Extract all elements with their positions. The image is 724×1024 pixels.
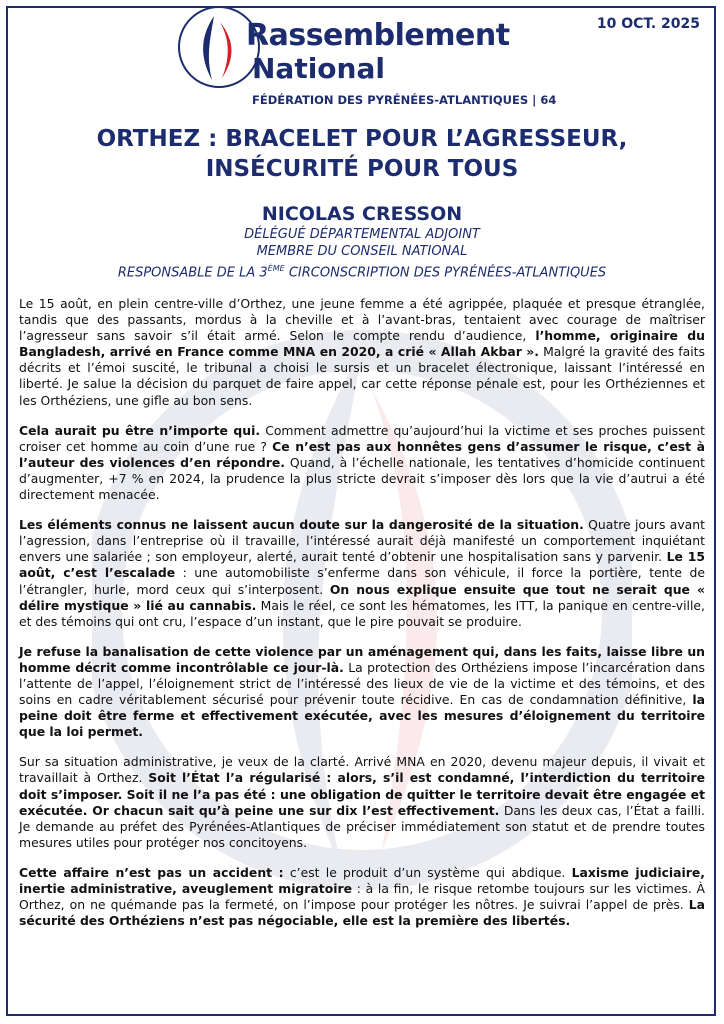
emphasis-text: la peine doit être ferme et effectivement exécutée, avec les mesures d’éloignement du territoire que la loi permet. <box>19 692 705 740</box>
paragraph-text: Malgré la gravité des faits décrits et l’émoi suscité, le tribunal a choisi le sursis et un bracelet électronique, laissant l’intéressé en liberté. Je salue la décision du parquet de faire appel, car cette réponse pénale est, pour les Orthéziennes et les Orthéziens, une gifle au bon sens. <box>19 344 705 408</box>
paragraph-text: Mais le réel, ce sont les hématomes, les ITT, la panique en centre-ville, et des témoins qui ont cru, l’espace d’un instant, que le pire pouvait se produire. <box>19 597 705 629</box>
brand-name-line2: National <box>252 52 385 85</box>
emphasis-text: Laxisme judiciaire, inertie administrative, aveuglement migratoire <box>19 864 706 896</box>
title-line2: INSÉCURITÉ POUR TOUS <box>205 156 519 182</box>
author-role-3-pre: RESPONSABLE DE LA 3 <box>117 265 268 281</box>
brand-name-line1: Rassemblement <box>246 18 510 53</box>
author-role-2: MEMBRE DU CONSEIL NATIONAL <box>256 244 468 259</box>
emphasis-text: Cette affaire n’est pas un accident : <box>19 864 284 880</box>
author-role-1: DÉLÉGUÉ DÉPARTEMENTAL ADJOINT <box>244 227 480 242</box>
page-title <box>0 124 724 184</box>
emphasis-text: Ce n’est pas aux honnêtes gens d’assumer le risque, c’est à l’auteur des violences d’en répondre. <box>19 438 705 470</box>
paragraph-text: Dans les deux cas, l’État a failli. Je demande au préfet des Pyrénées-Atlantiques de préciser immédiatement son statut et de prendre toutes mesures utiles pour protéger nos concitoyens. <box>19 802 705 850</box>
emphasis-text: Cela aurait pu être n’importe qui. <box>19 422 261 438</box>
publication-date: 10 OCT. 2025 <box>596 16 700 32</box>
emphasis-text: l’homme, originaire du Bangladesh, arrivé en France comme MNA en 2020, a crié « Allah Akbar ». <box>19 328 705 360</box>
emphasis-text: La sécurité des Orthéziens n’est pas négociable, elle est la première des libertés. <box>19 897 705 929</box>
author-role-3-sup: ÈME <box>267 264 285 273</box>
title-line1: ORTHEZ : BRACELET POUR L’AGRESSEUR, <box>96 126 628 152</box>
article-paragraph <box>19 644 705 741</box>
paragraph-text: Comment admettre qu’aujourd’hui la victime et ses proches puissent croiser cet homme au coin d’une rue ? <box>19 422 706 454</box>
article-paragraph <box>19 296 705 409</box>
paragraph-text: Quatre jours avant l’agression, dans l’entreprise où il travaille, l’intéressé aurait déjà manifesté un comportement inquiétant envers une salariée ; son employeur, alerté, aurait tenté d’obtenir une hospitalisation sans y parvenir. <box>19 517 705 565</box>
author-role-3-post: CIRCONSCRIPTION DES PYRÉNÉES-ATLANTIQUES <box>284 265 607 281</box>
paragraph-text: : à la fin, le risque retombe toujours sur les victimes. À Orthez, on ne quémande pas la fermeté, on l’impose pour protéger les nôtres. Je suivrai l’appel de près. <box>19 881 705 913</box>
paragraph-text: : une automobiliste s’enferme dans son véhicule, il force la portière, tente de l’étrangler, hurle, mord ceux qui s’interposent. <box>19 565 705 597</box>
article-paragraph <box>19 423 705 503</box>
paragraph-text: Sur sa situation administrative, je veux de la clarté. Arrivé MNA en 2020, devenu majeur depuis, il vivait et travaillait à Orthez. <box>19 754 705 786</box>
article-paragraph <box>19 517 705 630</box>
emphasis-text: Les éléments connus ne laissent aucun doute sur la dangerosité de la situation. <box>19 517 584 533</box>
author-block <box>0 202 724 281</box>
header <box>0 0 724 120</box>
article-paragraph <box>19 754 705 851</box>
paragraph-text: La protection des Orthéziens impose l’incarcération dans l’attente de l’appel, l’éloignement strict de l’intéressé des lieux de vie de la victime et des témoins, et des soins en cadre véritablement sécurisé pour prévenir toute récidive. En cas de condamnation définitive, <box>19 659 705 708</box>
paragraph-text: Quand, à l’échelle nationale, les tentatives d’homicide continuent d’augmenter, +7 % en 2024, la prudence la plus stricte devrait s’imposer dès lors que la vie d’autrui a été directement menacée. <box>19 454 705 503</box>
federation-label: FÉDÉRATION DES PYRÉNÉES-ATLANTIQUES | 64 <box>252 93 557 107</box>
article-paragraph <box>19 865 705 929</box>
paragraph-text: Le 15 août, en plein centre-ville d’Orthez, une jeune femme a été agrippée, plaquée et presque étranglée, tandis que des passants, mordus à la cheville et à l’avant-bras, tentaient avec courage de maîtriser l’agresseur sans savoir s’il était armé. Selon le compte rendu d’audience, <box>19 296 705 344</box>
emphasis-text: Je refuse la banalisation de cette violence par un aménagement qui, dans les faits, laisse libre un homme décrit comme incontrôlable ce jour-là. <box>19 643 705 675</box>
author-name: NICOLAS CRESSON <box>261 203 463 225</box>
author-role-3 <box>0 260 724 281</box>
emphasis-text: On nous explique ensuite que tout ne serait que « délire mystique » lié au cannabis. <box>19 581 706 613</box>
emphasis-text: Le 15 août, c’est l’escalade <box>19 549 706 581</box>
article-body <box>19 296 705 943</box>
paragraph-text: c’est le produit d’un système qui abdique. <box>283 864 572 880</box>
emphasis-text: Soit l’État l’a régularisé : alors, s’il est condamné, l’interdiction du territoire doit s’imposer. Soit il ne l’a pas été : une obligation de quitter le territoire devait être engagée et exécutée. Or chacun sait qu’à peine une sur dix l’est effectivement. <box>19 770 705 818</box>
